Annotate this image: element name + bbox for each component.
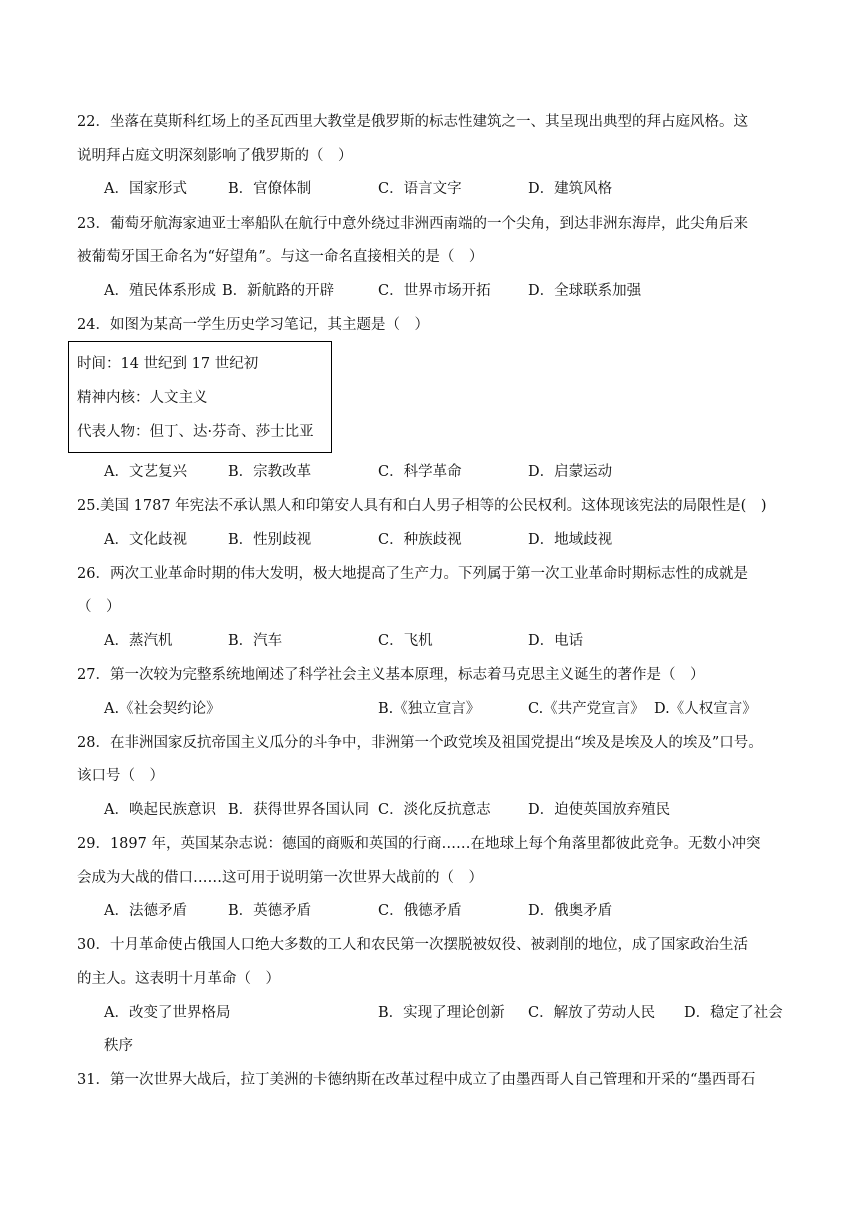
- q30-option-c: C．解放了劳动人民: [528, 1005, 656, 1021]
- q26-option-d: D．电话: [528, 633, 584, 649]
- q25-option-c: C．种族歧视: [378, 532, 462, 548]
- q22-option-d: D．建筑风格: [528, 181, 613, 197]
- q28-option-d: D．迫使英国放弃殖民: [528, 802, 671, 818]
- note-figures: 代表人物：但丁、达·芬奇、莎士比亚: [77, 424, 314, 440]
- q30-option-d: D．稳定了社会: [684, 1005, 783, 1021]
- q24-option-d: D．启蒙运动: [528, 464, 613, 480]
- q24-option-c: C．科学革命: [378, 464, 462, 480]
- q29-option-b: B．英德矛盾: [228, 903, 312, 919]
- q28-option-c: C．淡化反抗意志: [378, 802, 491, 818]
- q29-option-c: C．俄德矛盾: [378, 903, 462, 919]
- question-29-line-1: 29．1897 年，英国某杂志说：德国的商贩和英国的行商……在地球上每个角落里都彼此竞争。无数小冲突: [77, 836, 761, 852]
- q23-option-c: C．世界市场开拓: [378, 283, 491, 299]
- question-28-line-2: 该口号（ ）: [77, 768, 164, 784]
- q24-option-b: B．宗教改革: [228, 464, 312, 480]
- q27-option-b: B.《独立宣言》: [378, 701, 481, 717]
- q28-option-a: A．唤起民族意识: [104, 802, 216, 818]
- study-note-box: [68, 341, 332, 453]
- q25-option-a: A．文化歧视: [104, 532, 187, 548]
- question-24-line-1: 24．如图为某高一学生历史学习笔记，其主题是（ ）: [77, 317, 429, 333]
- question-29-line-2: 会成为大战的借口……这可用于说明第一次世界大战前的（ ）: [77, 870, 483, 886]
- q29-option-d: D．俄奥矛盾: [528, 903, 613, 919]
- question-28-line-1: 28．在非洲国家反抗帝国主义瓜分的斗争中，非洲第一个政党埃及祖国党提出“埃及是埃及人的埃及”口号。: [77, 735, 763, 751]
- question-30-line-2: 的主人。这表明十月革命（ ）: [77, 971, 280, 987]
- note-time: 时间：14 世纪到 17 世纪初: [77, 356, 259, 372]
- question-23-line-2: 被葡萄牙国王命名为“好望角”。与这一命名直接相关的是（ ）: [77, 249, 484, 265]
- q27-option-a: A.《社会契约论》: [104, 701, 221, 717]
- q23-option-d: D．全球联系加强: [528, 283, 642, 299]
- q27-option-c: C.《共产党宣言》: [528, 701, 645, 717]
- question-25-line-1: 25.美国 1787 年宪法不承认黑人和印第安人具有和白人男子相等的公民权利。这体现该宪法的局限性是( ): [77, 498, 767, 514]
- q30-option-a: A．改变了世界格局: [104, 1005, 231, 1021]
- q25-option-b: B．性别歧视: [228, 532, 312, 548]
- q22-option-a: A．国家形式: [104, 181, 187, 197]
- q22-option-c: C．语言文字: [378, 181, 462, 197]
- q22-option-b: B．官僚体制: [228, 181, 312, 197]
- q25-option-d: D．地域歧视: [528, 532, 613, 548]
- question-26-line-1: 26．两次工业革命时期的伟大发明，极大地提高了生产力。下列属于第一次工业革命时期标志性的成就是: [77, 566, 748, 582]
- question-22-line-2: 说明拜占庭文明深刻影响了俄罗斯的（ ）: [77, 148, 353, 164]
- q29-option-a: A．法德矛盾: [104, 903, 187, 919]
- question-27-line-1: 27．第一次较为完整系统地阐述了科学社会主义基本原理，标志着马克思主义诞生的著作是（ ）: [77, 667, 705, 683]
- q24-option-a: A．文艺复兴: [104, 464, 187, 480]
- question-23-line-1: 23．葡萄牙航海家迪亚士率船队在航行中意外绕过非洲西南端的一个尖角，到达非洲东海岸，此尖角后来: [77, 216, 748, 232]
- q26-option-b: B．汽车: [228, 633, 283, 649]
- question-30-line-1: 30．十月革命使占俄国人口绝大多数的工人和农民第一次摆脱被奴役、被剥削的地位，成了国家政治生活: [77, 937, 748, 953]
- q23-option-a: A．殖民体系形成: [104, 283, 216, 299]
- q30-option-b: B．实现了理论创新: [378, 1005, 505, 1021]
- q26-option-c: C．飞机: [378, 633, 433, 649]
- q27-option-d: D.《人权宣言》: [654, 701, 757, 717]
- q23-option-b: B．新航路的开辟: [222, 283, 335, 299]
- q28-option-b: B．获得世界各国认同: [228, 802, 370, 818]
- question-31-line-1: 31．第一次世界大战后，拉丁美洲的卡德纳斯在改革过程中成立了由墨西哥人自己管理和开采的“墨西哥石: [77, 1072, 756, 1088]
- q26-option-a: A．蒸汽机: [104, 633, 173, 649]
- question-26-line-2: （ ）: [77, 599, 121, 615]
- question-22-line-1: 22．坐落在莫斯科红场上的圣瓦西里大教堂是俄罗斯的标志性建筑之一、其呈现出典型的拜占庭风格。这: [77, 114, 748, 130]
- q30-option-d-continued: 秩序: [104, 1038, 133, 1054]
- note-spirit: 精神内核：人文主义: [77, 390, 208, 406]
